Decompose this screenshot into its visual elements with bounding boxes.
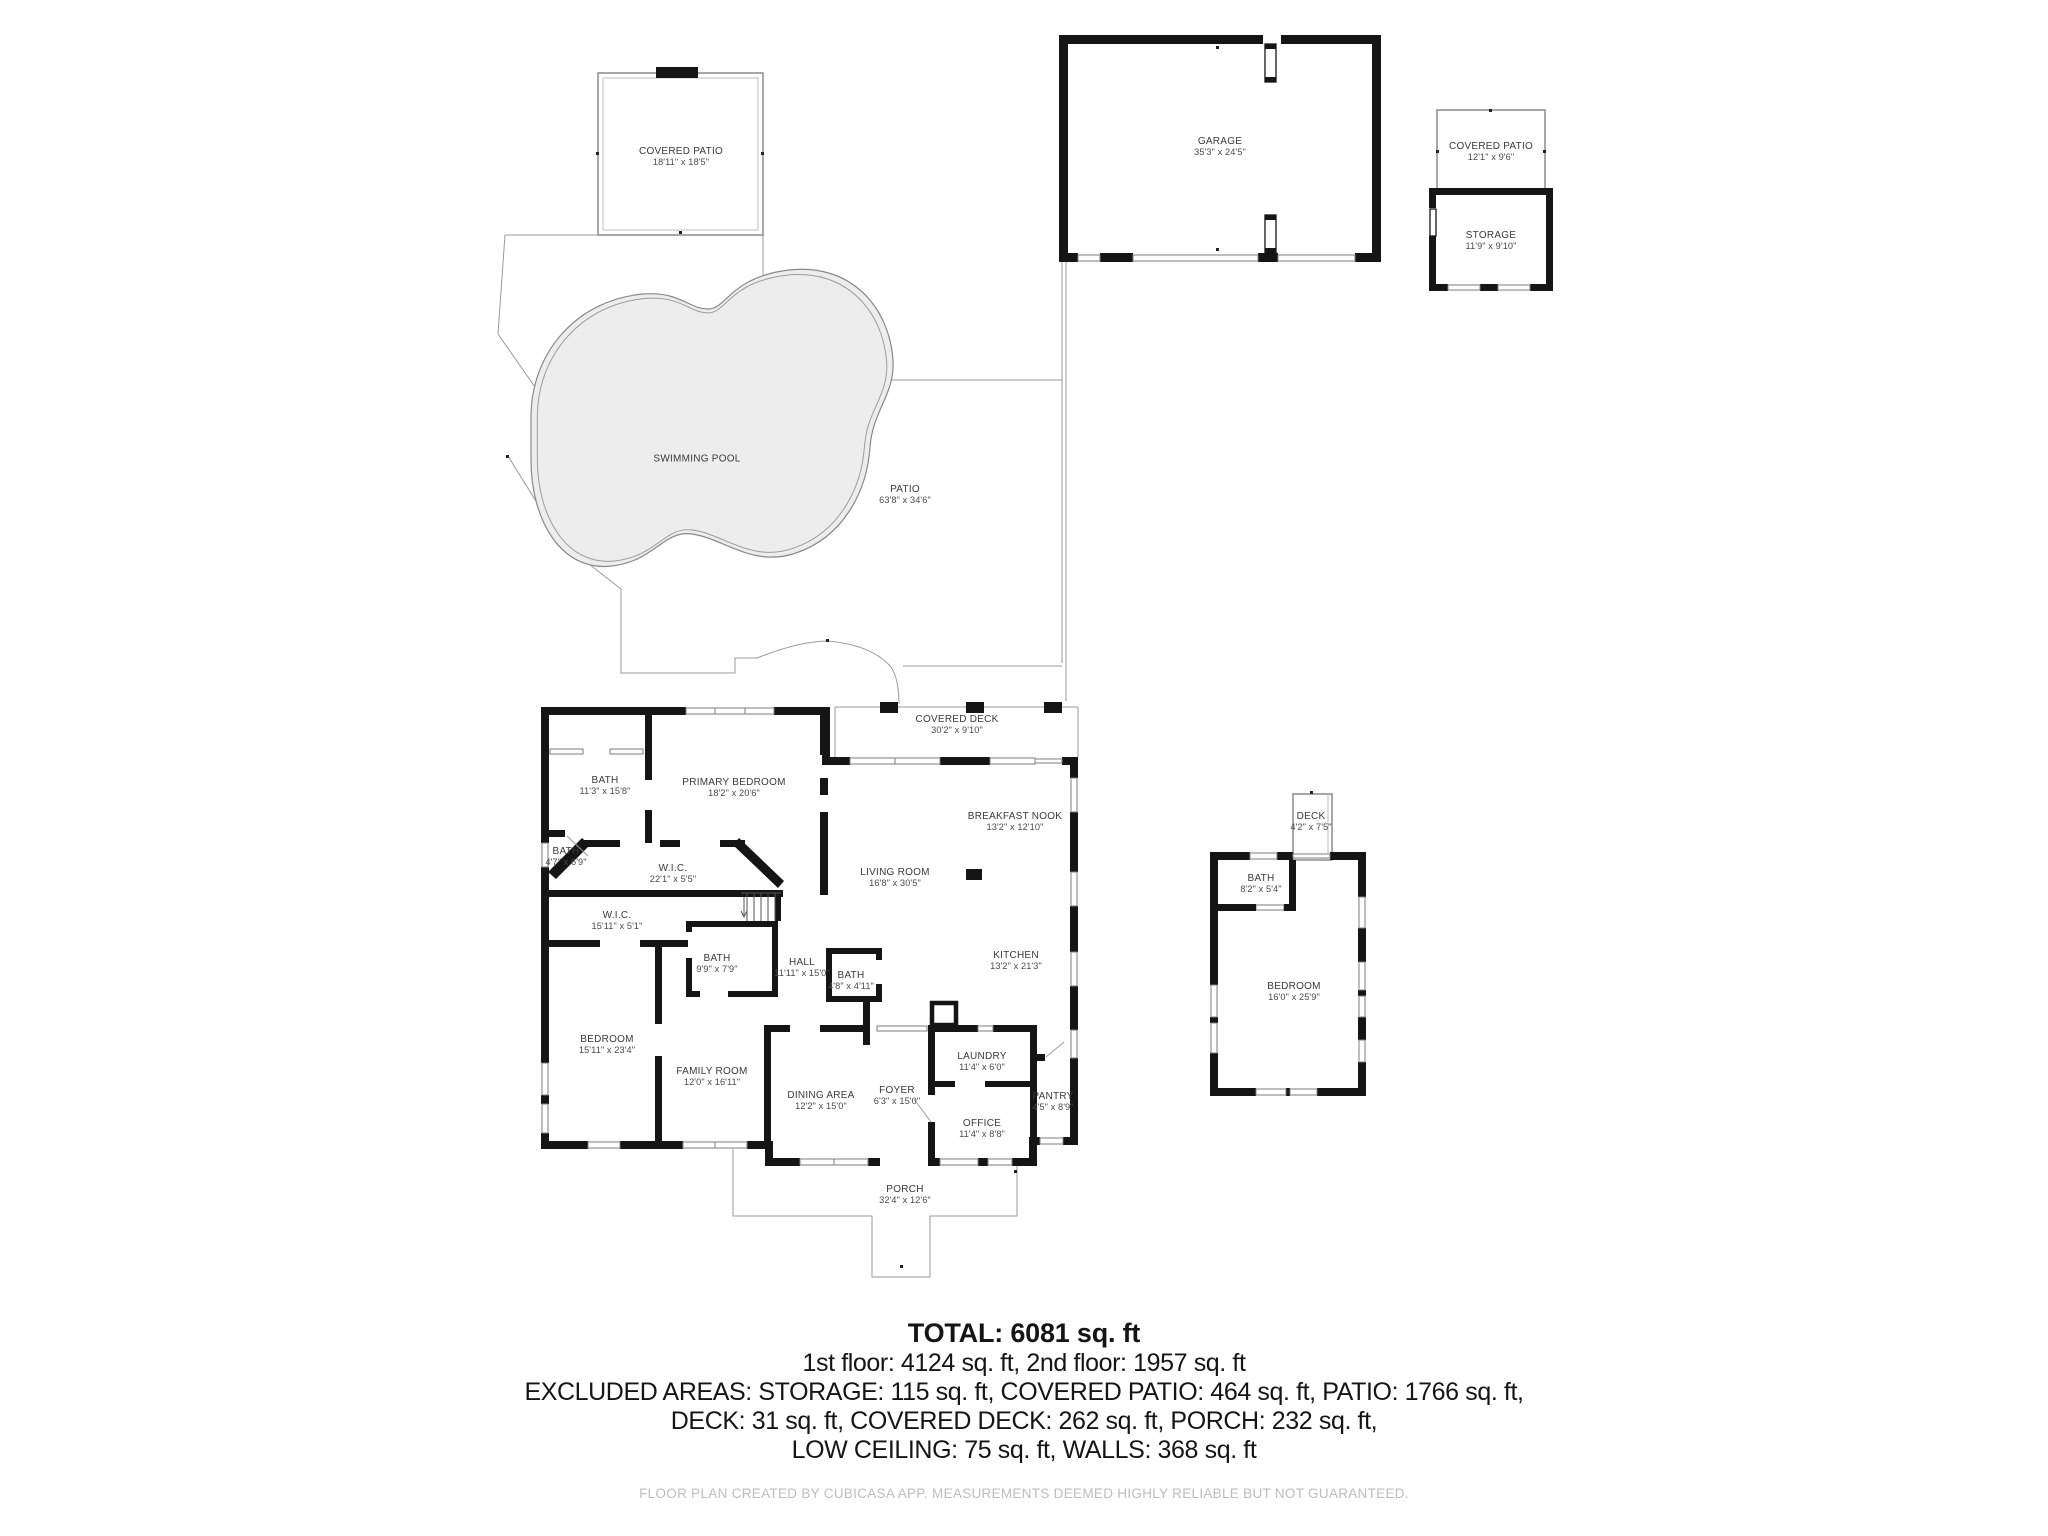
room-label-bath-small-left: BATH 4'7" x 6'9" xyxy=(545,846,587,867)
summary-floors: 1st floor: 4124 sq. ft, 2nd floor: 1957 sq. ft xyxy=(802,1349,1246,1377)
room-label-pantry: PANTRY 4'5" x 8'9" xyxy=(1032,1091,1074,1112)
room-label-hall: HALL 11'11" x 15'0" xyxy=(774,957,830,978)
room-label-covered-patio-2: COVERED PATIO 12'1" x 9'6" xyxy=(1448,141,1534,162)
room-label-garage: GARAGE 35'3" x 24'5" xyxy=(1194,136,1246,157)
room-label-family-room: FAMILY ROOM 12'0" x 16'11" xyxy=(676,1066,748,1087)
room-label-primary-bath: BATH 11'3" x 15'8" xyxy=(579,775,631,796)
room-label-porch: PORCH 32'4" x 12'6" xyxy=(879,1184,931,1205)
room-label-wic-long: W.I.C. 22'1" x 5'5" xyxy=(649,863,697,884)
room-label-dining-area: DINING AREA 12'2" x 15'0" xyxy=(787,1090,855,1111)
room-label-wic-short: W.I.C. 15'11" x 5'1" xyxy=(591,910,643,931)
summary-excluded-line-3: LOW CEILING: 75 sq. ft, WALLS: 368 sq. ft xyxy=(791,1436,1257,1464)
second-floor-walls xyxy=(1210,852,1366,1096)
room-label-living-room: LIVING ROOM 16'8" x 30'5" xyxy=(860,867,930,888)
room-label-patio: PATIO 63'8" x 34'6" xyxy=(879,484,931,505)
room-label-foyer: FOYER 6'3" x 15'0" xyxy=(873,1085,921,1106)
staircase xyxy=(741,893,781,921)
room-label-powder-bath: BATH 4'8" x 4'11" xyxy=(828,970,874,991)
summary-excluded-line-1: EXCLUDED AREAS: STORAGE: 115 sq. ft, COVERED PATIO: 464 sq. ft, PATIO: 1766 sq. ft, xyxy=(524,1378,1524,1406)
swimming-pool-shape xyxy=(531,269,893,566)
area-summary xyxy=(0,1318,2048,1465)
room-label-covered-patio-1: COVERED PATIO 18'11" x 18'5" xyxy=(638,146,724,167)
room-label-hall-bath: BATH 9'9" x 7'9" xyxy=(696,953,738,974)
room-label-breakfast-nook: BREAKFAST NOOK 13'2" x 12'10" xyxy=(967,811,1063,832)
room-label-covered-deck: COVERED DECK 30'2" x 9'10" xyxy=(915,714,999,735)
room-label-office: OFFICE 11'4" x 8'8" xyxy=(959,1118,1005,1139)
room-label-kitchen: KITCHEN 13'2" x 21'3" xyxy=(990,950,1042,971)
summary-total: TOTAL: 6081 sq. ft xyxy=(907,1318,1141,1348)
room-label-storage: STORAGE 11'9" x 9'10" xyxy=(1465,230,1517,251)
summary-excluded-line-2: DECK: 31 sq. ft, COVERED DECK: 262 sq. ft, PORCH: 232 sq. ft, xyxy=(670,1407,1378,1435)
footer-disclaimer: FLOOR PLAN CREATED BY CUBICASA APP. MEASUREMENTS DEEMED HIGHLY RELIABLE BUT NOT GUARANTEED. xyxy=(639,1486,1409,1501)
second-floor-windows xyxy=(1211,853,1365,1095)
room-label-bedroom-2f: BEDROOM 16'0" x 25'9" xyxy=(1267,981,1321,1002)
room-label-primary-bedroom: PRIMARY BEDROOM 18'2" x 20'6" xyxy=(682,777,786,798)
room-label-swimming-pool: SWIMMING POOL xyxy=(653,453,741,465)
room-label-deck-2f: DECK 4'2" x 7'5" xyxy=(1290,811,1332,832)
room-label-laundry: LAUNDRY 11'4" x 6'0" xyxy=(957,1051,1007,1072)
room-label-bath-2f: BATH 8'2" x 5'4" xyxy=(1240,873,1282,894)
room-label-bedroom-1: BEDROOM 15'11" x 23'4" xyxy=(578,1034,636,1055)
